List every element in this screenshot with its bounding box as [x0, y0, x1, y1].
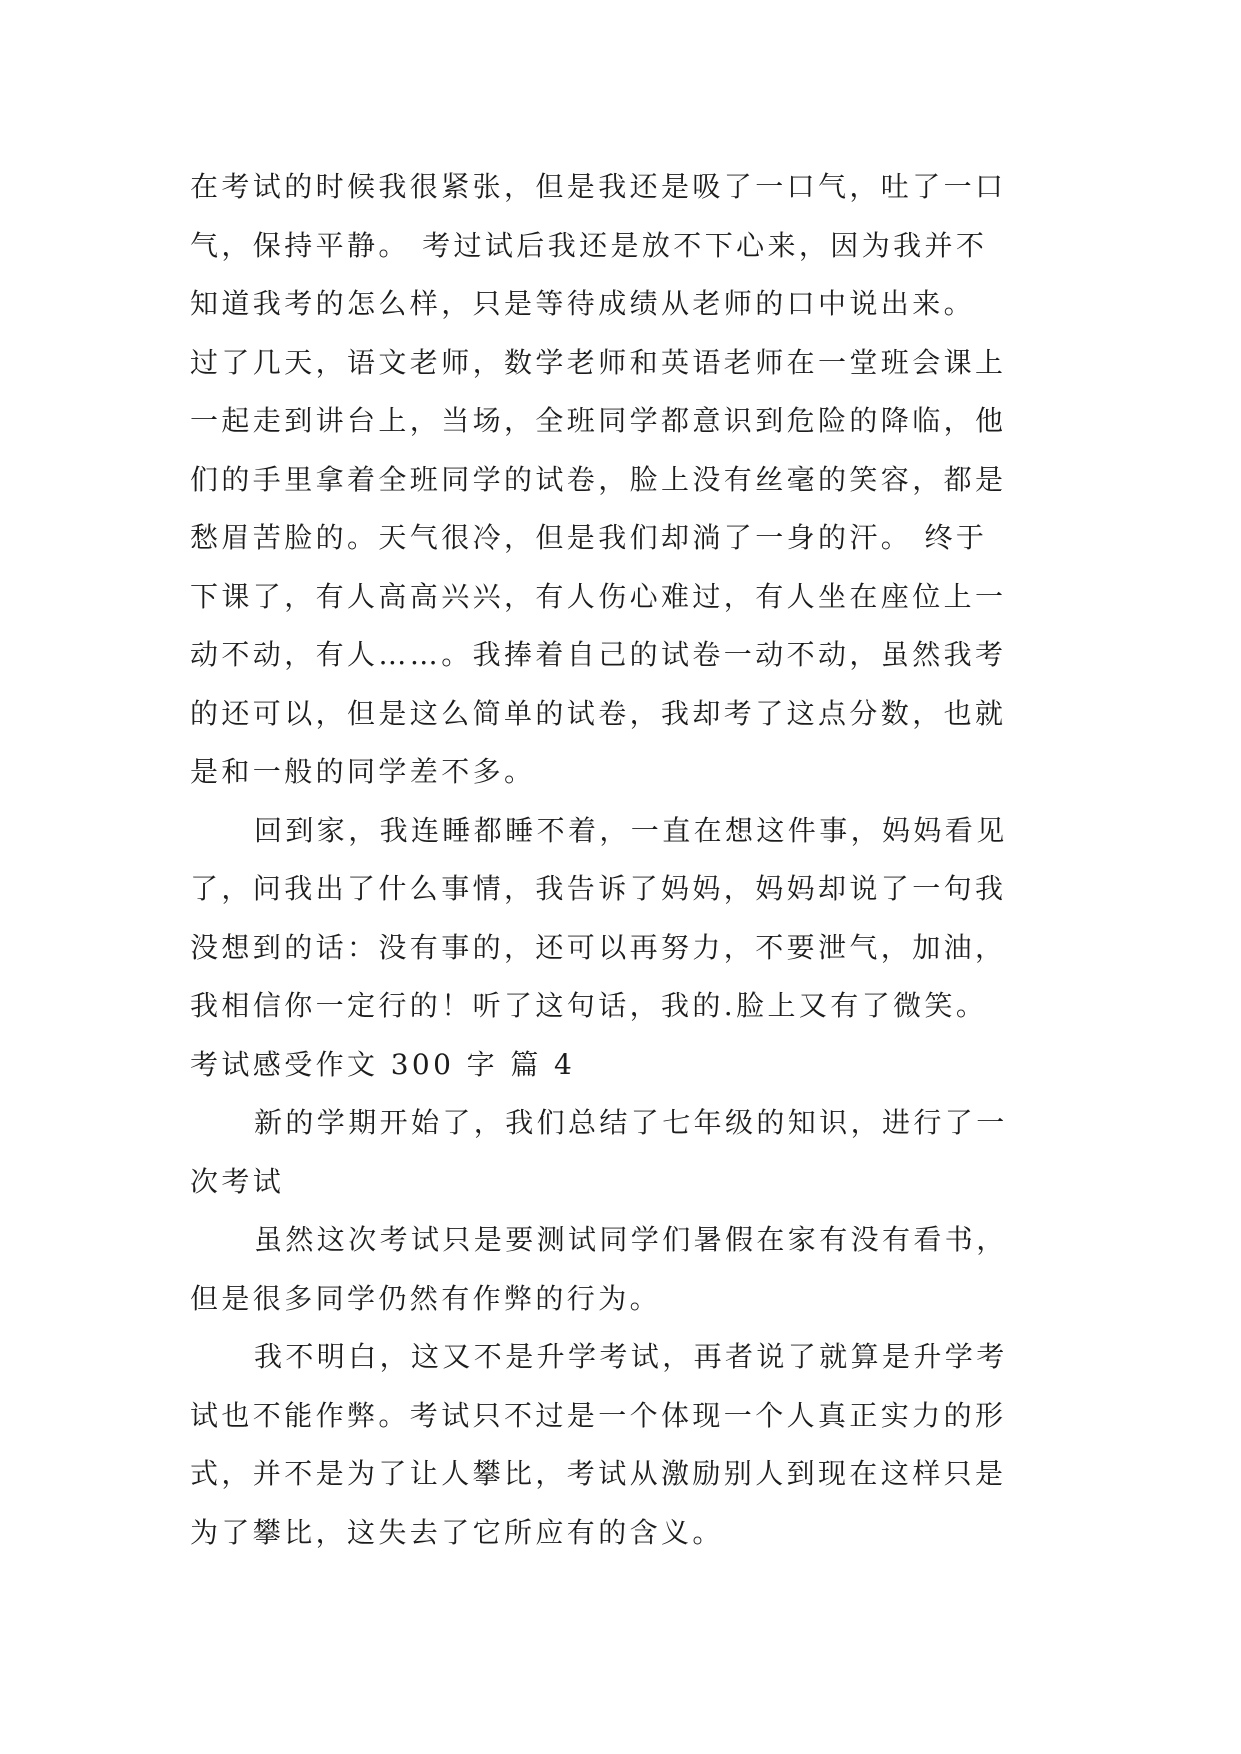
text-line: 一起走到讲台上，当场，全班同学都意识到危险的降临，他: [190, 404, 1007, 437]
text-line: 了，问我出了什么事情，我告诉了妈妈，妈妈却说了一句我: [190, 872, 1007, 905]
text-line: 但是很多同学仍然有作弊的行为。: [190, 1281, 662, 1315]
text-line: 过了几天，语文老师，数学老师和英语老师在一堂班会课上: [190, 345, 1007, 379]
text-line: 愁眉苦脸的。天气很冷，但是我们却淌了一身的汗。 终于: [190, 521, 988, 554]
text-line: 新的学期开始了，我们总结了七年级的知识，进行了一: [254, 1106, 1008, 1139]
text-line: 式，并不是为了让人攀比，考试从激励别人到现在这样只是: [190, 1457, 1007, 1490]
text-line: 下课了，有人高高兴兴，有人伤心难过，有人坐在座位上一: [190, 579, 1007, 613]
section-heading: 考试感受作文 300 字 篇 4: [190, 1047, 576, 1081]
text-line: 试也不能作弊。考试只不过是一个体现一个人真正实力的形: [190, 1398, 1007, 1432]
text-line: 在考试的时候我很紧张，但是我还是吸了一口气，吐了一口: [190, 170, 1007, 203]
document-body: [190, 158, 1050, 1562]
text-line: 动不动，有人……。我捧着自己的试卷一动不动，虽然我考: [190, 638, 1007, 671]
text-line: 们的手里拿着全班同学的试卷，脸上没有丝毫的笑容，都是: [190, 462, 1007, 496]
text-line: 我相信你一定行的！听了这句话，我的.脸上又有了微笑。: [190, 989, 988, 1022]
text-line: 虽然这次考试只是要测试同学们暑假在家有没有看书，: [254, 1223, 1008, 1256]
text-line: 没想到的话：没有事的，还可以再努力，不要泄气，加油，: [190, 930, 1007, 964]
text-line: 的还可以，但是这么简单的试卷，我却考了这点分数，也就: [190, 696, 1007, 730]
text-line: 次考试: [190, 1164, 285, 1198]
text-line: 回到家，我连睡都睡不着，一直在想这件事，妈妈看见: [254, 813, 1008, 847]
text-line: 是和一般的同学差不多。: [190, 755, 536, 788]
text-line: 知道我考的怎么样，只是等待成绩从老师的口中说出来。: [190, 287, 976, 320]
text-line: 气，保持平静。 考过试后我还是放不下心来，因为我并不: [190, 228, 988, 262]
text-line: 为了攀比，这失去了它所应有的含义。: [190, 1515, 724, 1549]
text-line: 我不明白，这又不是升学考试，再者说了就算是升学考: [254, 1340, 1008, 1373]
